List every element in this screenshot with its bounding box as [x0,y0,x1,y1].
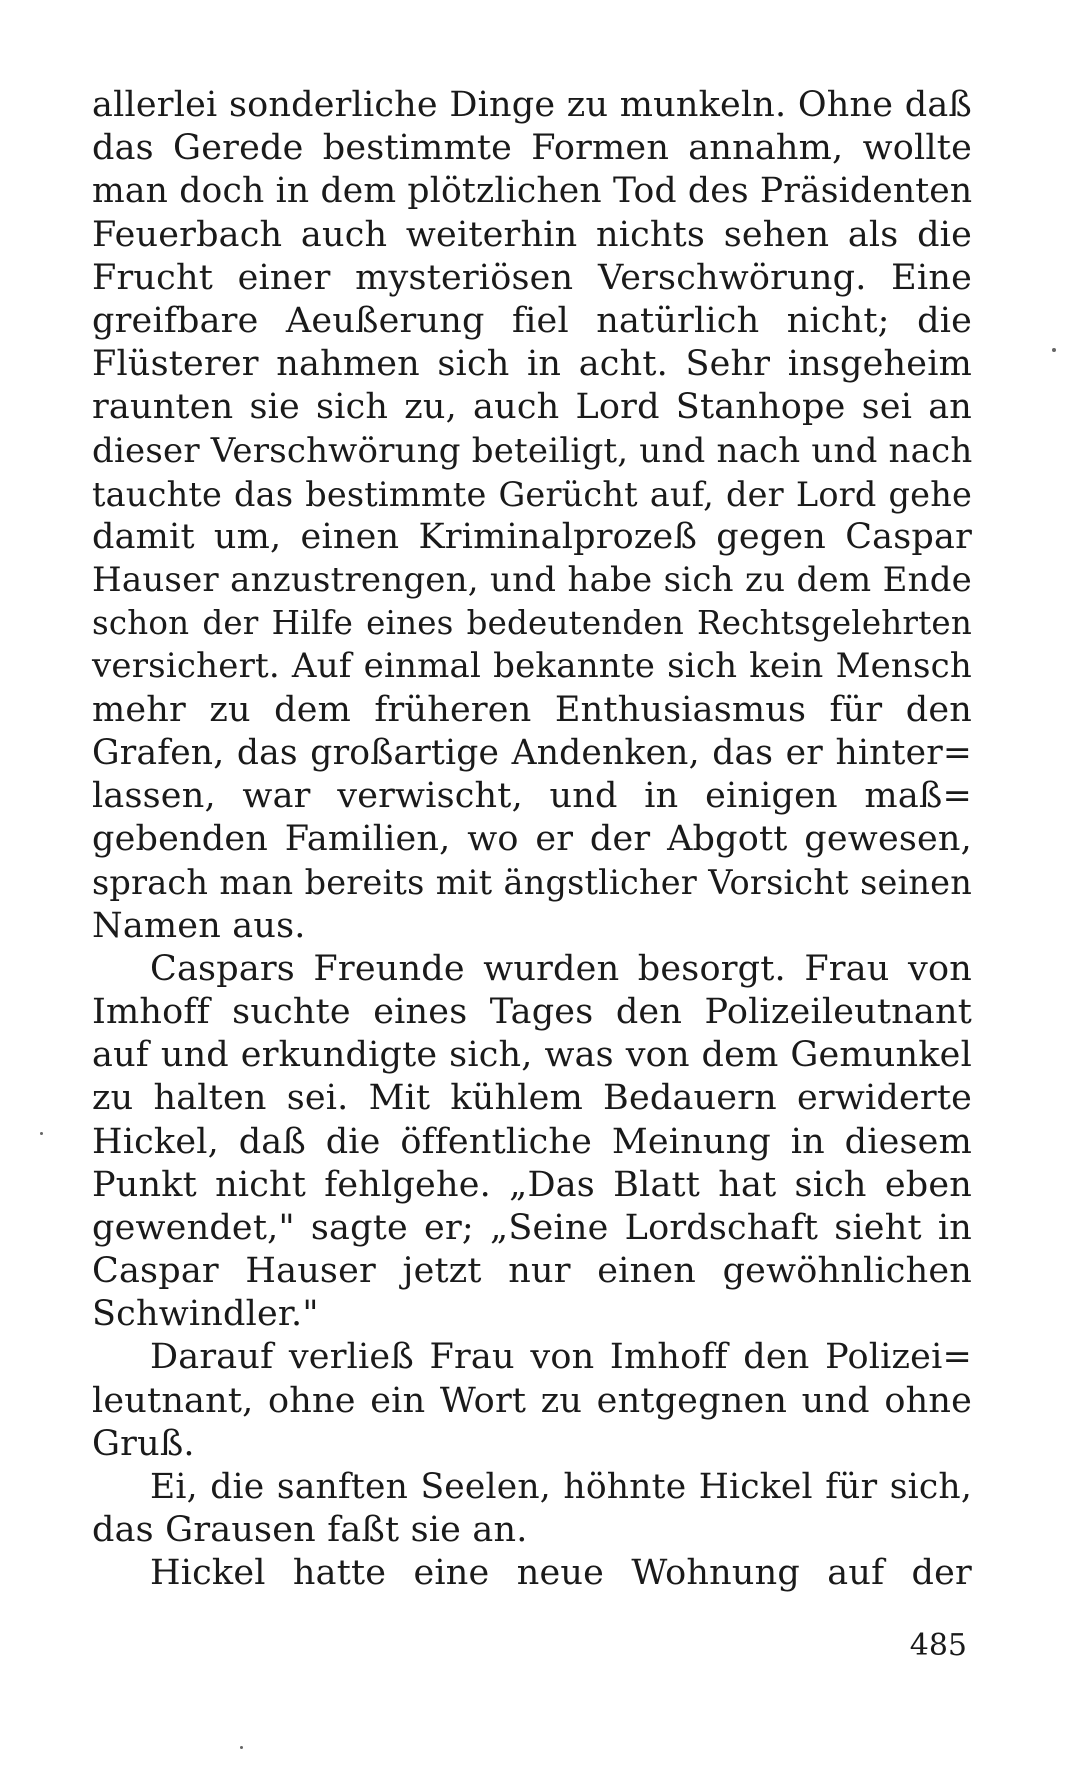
text-line: mehr zu dem früheren Enthusiasmus für den [92,689,972,730]
text-line: versichert. Auf einmal bekannte sich kein Mensch [92,646,972,687]
paper-speck [240,1746,243,1749]
text-line: Hickel, daß die öffentliche Meinung in diesem [92,1121,972,1162]
text-line: tauchte das bestimmte Gerücht auf, der Lord gehe [92,474,972,514]
paper-speck [1052,348,1056,352]
text-line: Frucht einer mysteriösen Verschwörung. Eine [92,257,972,298]
text-line: Imhoff suchte eines Tages den Polizeileutnant [92,991,972,1032]
page-number: 485 [909,1628,967,1663]
text-line: lassen, war verwischt, und in einigen maß= [92,776,972,816]
text-line: gebenden Familien, wo er der Abgott gewesen, [92,819,972,860]
text-line: zu halten sei. Mit kühlem Bedauern erwiderte [92,1078,972,1119]
text-line: Caspars Freunde wurden besorgt. Frau von [150,948,972,989]
text-line: schon der Hilfe eines bedeutenden Rechtsgelehrten [92,604,972,643]
text-line: Caspar Hauser jetzt nur einen gewöhnlichen [92,1251,972,1292]
text-line: Namen aus. [92,905,306,946]
text-line: leutnant, ohne ein Wort zu entgegnen und ohne [92,1380,972,1421]
text-line: raunten sie sich zu, auch Lord Stanhope sei an [92,387,972,428]
text-line: Punkt nicht fehlgehe. „Das Blatt hat sich eben [92,1164,972,1205]
text-line: Hauser anzustrengen, und habe sich zu dem Ende [92,560,972,601]
text-line: Hickel hatte eine neue Wohnung auf der [150,1553,972,1594]
text-line: Schwindler." [92,1294,319,1335]
text-line: auf und erkundigte sich, was von dem Gemunkel [92,1035,972,1076]
text-line: greifbare Aeußerung fiel natürlich nicht; die [92,300,972,341]
body-text [92,84,972,1596]
paper-speck [40,1132,43,1135]
text-line: sprach man bereits mit ängstlicher Vorsicht seinen [92,863,972,903]
text-line: Darauf verließ Frau von Imhoff den Polizei= [150,1337,972,1378]
text-line: Gruß. [92,1423,195,1464]
text-line: gewendet," sagte er; „Seine Lordschaft sieht in [92,1207,972,1248]
text-line: allerlei sonderliche Dinge zu munkeln. Ohne daß [92,85,972,125]
text-line: man doch in dem plötzlichen Tod des Präsidenten [92,171,973,212]
text-line: Feuerbach auch weiterhin nichts sehen als die [92,214,972,255]
text-line: das Grausen faßt sie an. [92,1510,528,1551]
text-line: Flüsterer nahmen sich in acht. Sehr insgeheim [92,344,972,385]
text-line: Ei, die sanften Seelen, höhnte Hickel für sich, [150,1467,972,1507]
text-line: dieser Verschwörung beteiligt, und nach und nach [92,430,973,471]
text-line: Grafen, das großartige Andenken, das er hinter= [92,732,972,773]
text-line: damit um, einen Kriminalprozeß gegen Caspar [92,516,972,557]
text-line: das Gerede bestimmte Formen annahm, wollte [92,128,972,169]
